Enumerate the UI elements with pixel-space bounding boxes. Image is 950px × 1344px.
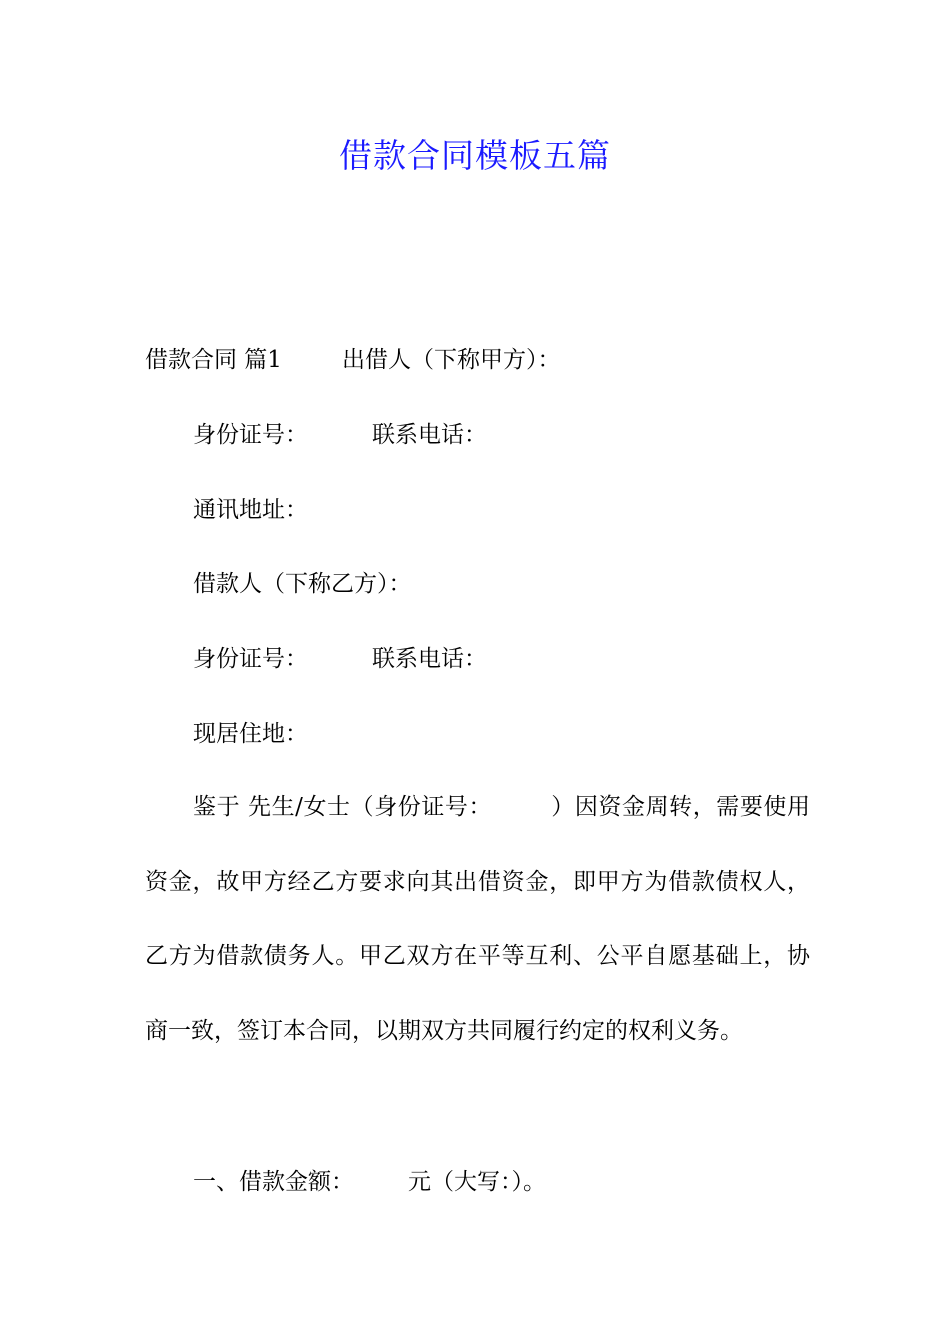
borrower-residence-label: 现居住地：: [193, 721, 308, 747]
document-title: 借款合同模板五篇: [339, 136, 611, 175]
lender-label: 出借人（下称甲方）：: [342, 347, 561, 373]
lender-phone-label: 联系电话：: [372, 422, 487, 448]
recital-paragraph: 鉴于 先生/女士（身份证号： ）因资金周转，需要使用资金，故甲方经乙方要求向其出借资金，即甲方为借款债权人，乙方为借款债务人。甲乙双方在平等互利、公平自愿基础上，协商一致，签订本合同，以期双方共同履行约定的权利义务。: [145, 794, 810, 1044]
borrower-phone-label: 联系电话：: [372, 646, 487, 672]
contract-heading: 借款合同 篇1: [145, 347, 282, 373]
borrower-label: 借款人（下称乙方）：: [193, 571, 412, 597]
lender-id-label: 身份证号：: [193, 422, 308, 448]
amount-value: 元（大写：）。: [408, 1169, 546, 1195]
lender-address-label: 通讯地址：: [193, 497, 308, 523]
borrower-id-label: 身份证号：: [193, 646, 308, 672]
amount-label: 一、借款金额：: [193, 1169, 354, 1195]
